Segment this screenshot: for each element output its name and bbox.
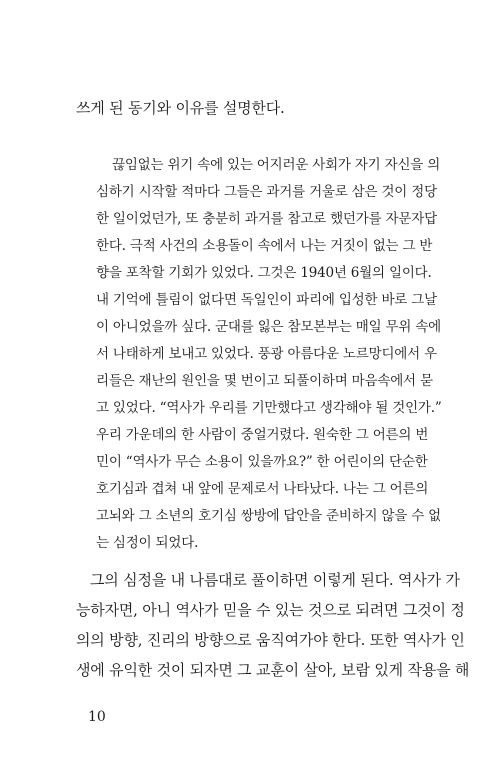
quote-line: 끊임없는 위기 속에 있는 어지러운 사회가 자기 자신을 의 <box>112 157 441 173</box>
quote-line: 한 일이었던가, 또 충분히 과거를 참고로 했던가를 자문자답 <box>96 211 437 227</box>
body-line: 능하자면, 아니 역사가 믿을 수 있는 것으로 되려면 그것이 정 <box>76 601 465 619</box>
quote-line: 고 있었다. “역사가 우리를 기만했다고 생각해야 될 것인가.” <box>96 400 442 416</box>
quote-line: 향을 포착할 기회가 있었다. 그것은 1940년 6월의 일이다. <box>96 265 432 281</box>
body-line: 그의 심정을 내 나름대로 풀이하면 이렇게 된다. 역사가 가 <box>90 571 460 589</box>
quote-line: 민이 “역사가 무슨 소용이 있을까요?” 한 어린이의 단순한 <box>96 454 428 470</box>
body-line: 생에 유익한 것이 되자면 그 교훈이 살아, 보람 있게 작용을 해 <box>76 661 470 679</box>
quote-line: 고뇌와 그 소년의 호기심 쌍방에 답안을 준비하지 않을 수 없 <box>96 508 442 524</box>
quote-line: 리들은 재난의 원인을 몇 번이고 되풀이하며 마음속에서 묻 <box>96 373 433 389</box>
page-number: 10 <box>88 709 106 725</box>
quote-line: 는 심정이 되었다. <box>96 535 199 551</box>
body-line: 의의 방향, 진리의 방향으로 움직여가야 한다. 또한 역사가 인 <box>76 631 465 649</box>
quote-line: 한다. 극적 사건의 소용돌이 속에서 나는 거짓이 없는 그 반 <box>96 238 433 254</box>
quote-line: 내 기억에 틀림이 없다면 독일인이 파리에 입성한 바로 그날 <box>96 292 437 308</box>
quote-line: 서 나태하게 보내고 있었다. 풍광 아름다운 노르망디에서 우 <box>96 346 437 362</box>
quote-line: 우리 가운데의 한 사람이 중얼거렸다. 원숙한 그 어른의 번 <box>96 427 429 443</box>
quote-line: 이 아니었을까 싶다. 군대를 잃은 참모본부는 매일 무위 속에 <box>96 319 442 335</box>
quote-line: 호기심과 겹쳐 내 앞에 문제로서 나타났다. 나는 그 어른의 <box>96 481 429 497</box>
quote-line: 심하기 시작할 적마다 그들은 과거를 거울로 삼은 것이 정당 <box>96 184 437 200</box>
intro-line: 쓰게 된 동기와 이유를 설명한다. <box>76 99 285 117</box>
